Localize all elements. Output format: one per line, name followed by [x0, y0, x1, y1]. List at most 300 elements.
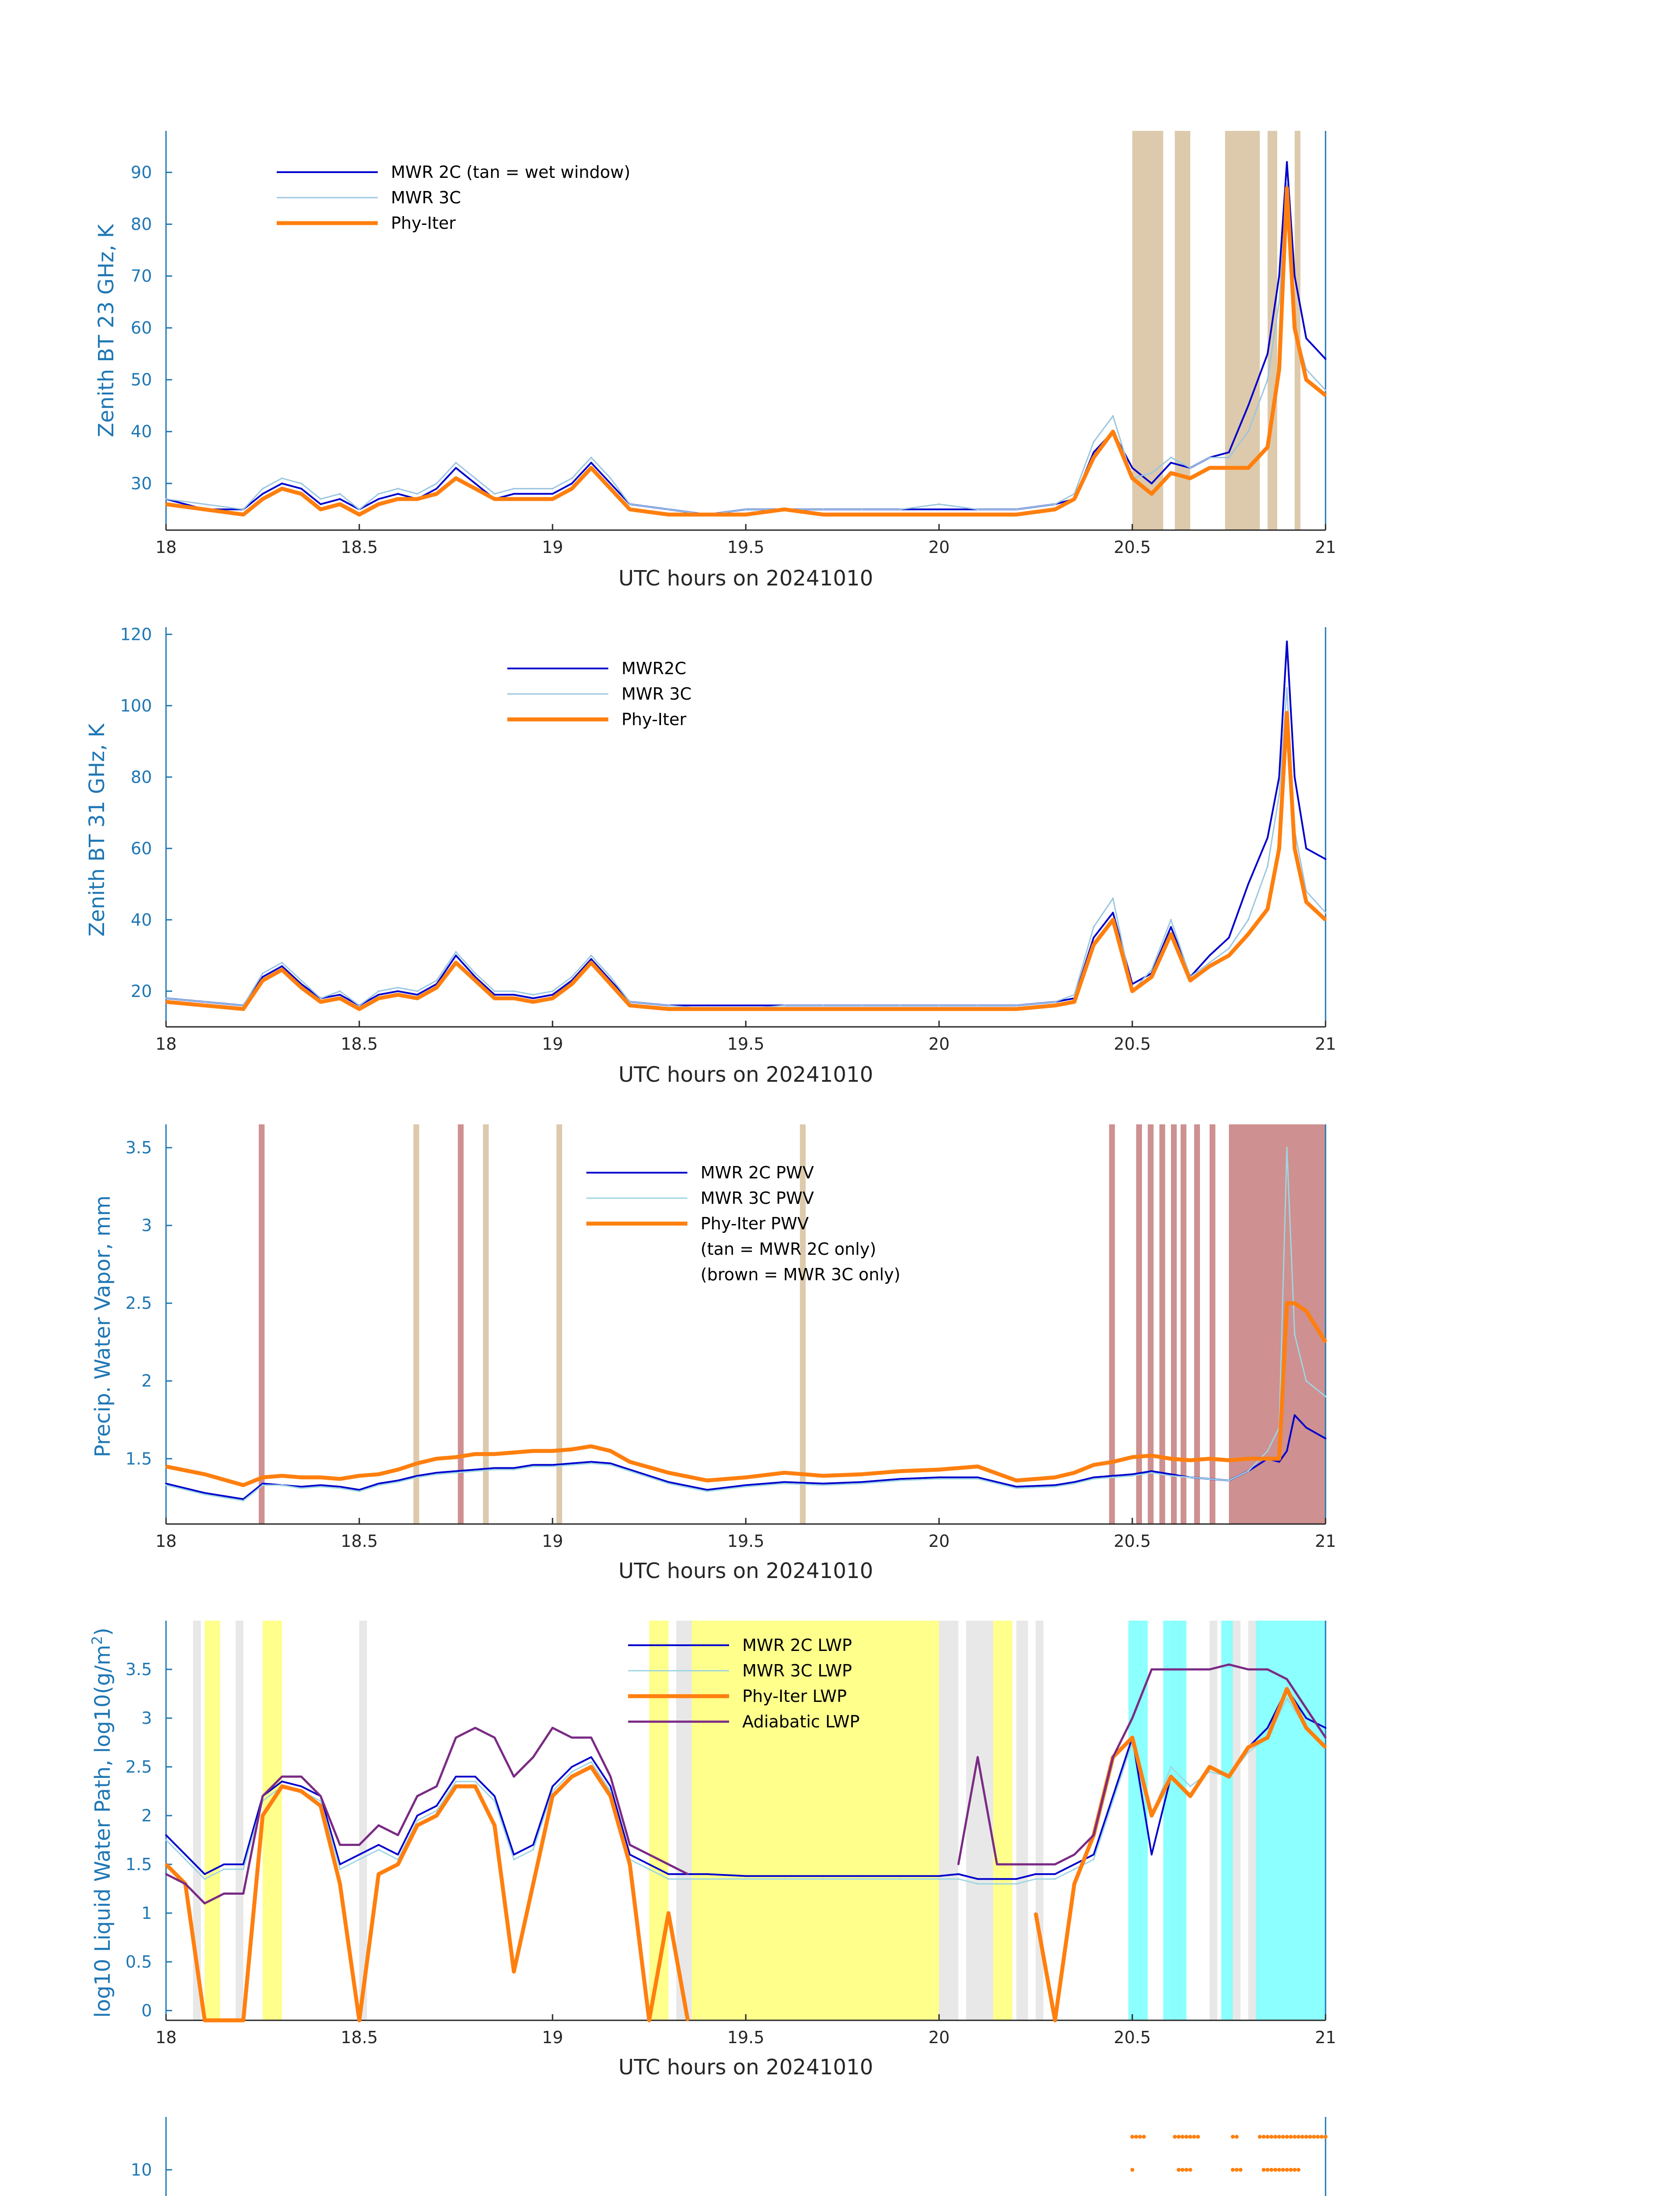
data-point	[1228, 1664, 1230, 1665]
data-point	[281, 1475, 283, 1477]
data-point	[610, 1776, 611, 1777]
data-point	[1054, 2019, 1056, 2021]
data-point	[687, 1873, 689, 1875]
data-point	[1189, 1477, 1191, 1478]
data-point	[745, 509, 747, 510]
dq-flag-point	[1289, 2135, 1293, 2139]
data-point	[745, 1878, 747, 1880]
data-point	[1189, 1459, 1191, 1461]
data-point	[165, 1839, 167, 1841]
data-point	[552, 498, 553, 500]
shaded-window	[1163, 1621, 1186, 2020]
x-tick-label: 19	[542, 2028, 564, 2047]
shaded-window	[1148, 1124, 1153, 1524]
data-point	[1286, 1147, 1288, 1149]
data-point	[1170, 457, 1172, 459]
data-point	[436, 488, 437, 490]
data-point	[242, 1008, 244, 1010]
data-point	[1151, 483, 1153, 484]
data-point	[513, 493, 515, 495]
data-point	[474, 972, 476, 974]
data-point	[320, 1486, 322, 1488]
data-point	[1325, 1396, 1326, 1398]
data-point	[494, 997, 495, 999]
data-point	[648, 1854, 650, 1856]
data-point	[610, 477, 611, 479]
data-point	[1228, 1776, 1230, 1777]
x-tick-label: 19.5	[727, 538, 765, 557]
panel-3-xlabel: UTC hours on 20241010	[618, 1559, 873, 1583]
data-point	[378, 990, 379, 992]
data-point	[938, 514, 940, 516]
data-point	[397, 1834, 399, 1836]
data-point	[474, 979, 476, 981]
data-point	[1294, 1302, 1296, 1304]
data-point	[900, 1480, 901, 1481]
data-point	[938, 1875, 940, 1877]
x-tick-label: 21	[1315, 538, 1337, 557]
data-point	[455, 467, 457, 469]
dq-flag-point	[1173, 2135, 1177, 2139]
data-point	[1170, 919, 1172, 921]
data-point	[1294, 848, 1296, 849]
data-point	[1073, 498, 1075, 500]
data-point	[1112, 898, 1114, 899]
data-point	[262, 1484, 264, 1486]
x-tick-label: 20.5	[1113, 538, 1151, 557]
shaded-window	[1210, 1124, 1215, 1524]
data-point	[513, 498, 515, 500]
data-point	[590, 958, 592, 960]
data-point	[571, 983, 573, 985]
y-tick-label: 70	[130, 266, 152, 286]
data-point	[320, 1795, 322, 1797]
panel-pwv	[126, 1124, 1337, 1551]
y-tick-label: 0.5	[125, 1952, 152, 1972]
data-point	[436, 979, 437, 981]
series-line	[166, 688, 1326, 1009]
x-tick-label: 18.5	[340, 1531, 378, 1551]
data-point	[1151, 1472, 1153, 1474]
shaded-window	[1132, 131, 1163, 530]
data-point	[397, 1854, 399, 1856]
data-point	[300, 1486, 302, 1488]
data-point	[281, 965, 283, 967]
data-point	[320, 1805, 322, 1807]
data-point	[1286, 687, 1288, 689]
data-point	[397, 990, 399, 992]
data-point	[474, 1776, 476, 1777]
data-point	[1325, 1438, 1326, 1439]
data-point	[1286, 712, 1288, 714]
data-point	[262, 493, 264, 495]
x-tick-label: 20	[928, 2028, 950, 2047]
data-point	[320, 498, 322, 500]
data-point	[494, 1824, 495, 1826]
data-point	[900, 1875, 901, 1877]
data-point	[1267, 1450, 1268, 1452]
data-point	[1325, 1747, 1326, 1748]
dq-flag-point	[1235, 2168, 1239, 2172]
y-tick-label: 50	[130, 370, 152, 390]
data-point	[300, 1477, 302, 1478]
legend-label: MWR 2C PWV	[701, 1163, 814, 1182]
data-point	[552, 488, 553, 490]
data-point	[822, 509, 824, 510]
data-point	[938, 509, 940, 510]
data-point	[378, 997, 379, 999]
panel-2-ylabel: Zenith BT 31 GHz, K	[85, 723, 109, 937]
data-point	[281, 477, 283, 479]
shaded-window	[263, 1621, 282, 2020]
data-point	[590, 1766, 592, 1768]
data-point	[590, 962, 592, 964]
data-point	[513, 997, 515, 999]
y-tick-label: 2.5	[125, 1757, 152, 1777]
data-point	[977, 1878, 979, 1880]
data-point	[474, 1470, 476, 1472]
data-point	[532, 1464, 534, 1466]
y-tick-label: 2	[141, 1371, 152, 1391]
data-point	[1209, 1458, 1210, 1459]
dq-flag-point	[1293, 2135, 1297, 2139]
data-point	[184, 1859, 186, 1860]
data-point	[262, 1815, 264, 1817]
data-point	[320, 1477, 322, 1478]
data-point	[397, 987, 399, 989]
data-point	[532, 488, 534, 490]
data-point	[165, 1001, 167, 1003]
data-point	[1054, 1873, 1056, 1875]
data-point	[1228, 937, 1230, 939]
x-tick-label: 20	[928, 1034, 950, 1054]
dq-flag-point	[1312, 2135, 1316, 2139]
data-point	[378, 498, 379, 500]
data-point	[262, 976, 264, 978]
data-point	[629, 1470, 631, 1472]
data-point	[455, 1737, 457, 1738]
dq-flag-point	[1308, 2135, 1312, 2139]
data-point	[455, 1472, 457, 1474]
data-point	[242, 509, 244, 510]
dq-flag-point	[1177, 2168, 1181, 2172]
data-point	[223, 2019, 225, 2021]
data-point	[165, 503, 167, 505]
dq-flag-point	[1320, 2135, 1324, 2139]
data-point	[1278, 275, 1280, 277]
data-point	[532, 1450, 534, 1452]
data-point	[281, 1781, 283, 1782]
data-point	[938, 1477, 940, 1478]
data-point	[668, 1912, 669, 1914]
x-tick-label: 18	[155, 1034, 177, 1054]
data-point	[1325, 358, 1326, 360]
data-point	[165, 1483, 167, 1484]
data-point	[1209, 457, 1210, 459]
data-point	[571, 1776, 573, 1777]
data-point	[397, 1864, 399, 1865]
data-point	[1073, 1483, 1075, 1484]
data-point	[745, 514, 747, 516]
data-point	[668, 1481, 669, 1483]
data-point	[300, 1785, 302, 1787]
data-point	[1294, 327, 1296, 329]
y-tick-label: 2.5	[125, 1293, 152, 1313]
data-point	[1209, 1766, 1210, 1768]
data-point	[494, 1737, 495, 1738]
data-point	[900, 1004, 901, 1006]
data-point	[1131, 467, 1133, 469]
x-tick-label: 20	[928, 1531, 950, 1551]
data-point	[1015, 1004, 1017, 1006]
data-point	[706, 1873, 708, 1875]
data-point	[300, 1790, 302, 1792]
data-point	[861, 1481, 863, 1483]
data-point	[339, 1868, 341, 1870]
data-point	[358, 1859, 360, 1860]
data-point	[242, 1500, 244, 1502]
data-point	[1189, 1669, 1191, 1670]
legend-label: MWR 3C	[621, 684, 692, 704]
dq-flag-point	[1181, 2135, 1185, 2139]
dq-flag-point	[1277, 2135, 1281, 2139]
data-point	[1170, 1474, 1172, 1475]
data-point	[1112, 912, 1114, 914]
data-point	[1228, 1480, 1230, 1481]
data-point	[1305, 1310, 1307, 1312]
data-point	[900, 1470, 901, 1472]
data-point	[1294, 1414, 1296, 1416]
data-point	[358, 2019, 360, 2021]
x-tick-label: 18.5	[340, 538, 378, 557]
data-point	[861, 1878, 863, 1880]
panel-lwp	[126, 1621, 1337, 2047]
data-point	[339, 1844, 341, 1846]
data-point	[300, 987, 302, 989]
data-point	[1093, 1478, 1095, 1480]
x-tick-label: 19.5	[727, 1531, 765, 1551]
data-point	[1286, 1302, 1288, 1304]
dq-flag-point	[1262, 2135, 1266, 2139]
data-point	[1112, 415, 1114, 417]
data-point	[938, 1878, 940, 1880]
y-tick-label: 10	[130, 2160, 152, 2180]
data-point	[358, 1491, 360, 1492]
data-point	[687, 2019, 689, 2021]
legend-label: (tan = MWR 2C only)	[701, 1239, 876, 1259]
data-point	[552, 1727, 553, 1729]
panel-zenith-bt-23ghz	[131, 131, 1337, 557]
data-point	[494, 1453, 495, 1455]
data-point	[416, 498, 418, 500]
data-point	[339, 990, 341, 992]
data-point	[532, 1883, 534, 1885]
data-point	[1151, 969, 1153, 971]
data-point	[1247, 1470, 1249, 1472]
data-point	[494, 1469, 495, 1470]
data-point	[590, 1756, 592, 1758]
data-point	[416, 1815, 418, 1817]
data-point	[977, 1756, 979, 1758]
data-point	[668, 514, 669, 516]
data-point	[1112, 1756, 1114, 1758]
data-point	[861, 1474, 863, 1475]
data-point	[610, 1450, 611, 1452]
data-point	[1073, 1481, 1075, 1483]
data-point	[1112, 1795, 1114, 1797]
data-point	[300, 1488, 302, 1489]
dq-flag-point	[1177, 2135, 1181, 2139]
y-tick-label: 3	[141, 1216, 152, 1235]
data-point	[300, 488, 302, 490]
data-point	[204, 2019, 206, 2021]
data-point	[552, 1790, 553, 1792]
data-point	[629, 1864, 631, 1865]
data-point	[706, 514, 708, 516]
data-point	[513, 1859, 515, 1860]
data-point	[165, 997, 167, 999]
data-point	[977, 1478, 979, 1480]
data-point	[416, 1475, 418, 1477]
data-point	[204, 1873, 206, 1875]
data-point	[1228, 1459, 1230, 1461]
data-point	[900, 509, 901, 510]
data-point	[300, 979, 302, 981]
data-point	[1170, 926, 1172, 928]
dq-flag-point	[1281, 2135, 1285, 2139]
data-point	[436, 1805, 437, 1807]
shaded-window	[993, 1621, 1012, 2020]
data-point	[1093, 1464, 1095, 1466]
data-point	[532, 997, 534, 999]
x-tick-label: 18	[155, 1531, 177, 1551]
dq-flag-point	[1196, 2135, 1200, 2139]
data-point	[1305, 1380, 1307, 1382]
data-point	[1151, 1455, 1153, 1456]
data-point	[938, 1469, 940, 1470]
data-point	[1209, 1478, 1210, 1480]
shaded-window	[235, 1621, 243, 2020]
data-point	[358, 1854, 360, 1856]
data-point	[1035, 1912, 1037, 1914]
data-point	[996, 1864, 998, 1865]
data-point	[532, 1756, 534, 1758]
data-point	[436, 987, 437, 989]
data-point	[494, 1795, 495, 1797]
dq-flag-point	[1297, 2168, 1301, 2172]
data-point	[784, 1481, 785, 1483]
data-point	[1015, 1008, 1017, 1010]
data-point	[610, 1795, 611, 1797]
data-point	[1035, 1873, 1037, 1875]
x-tick-label: 18	[155, 538, 177, 557]
data-point	[204, 503, 206, 505]
x-tick-label: 21	[1315, 1034, 1337, 1054]
data-point	[416, 997, 418, 999]
shaded-window	[692, 1621, 939, 2020]
data-point	[1151, 1470, 1153, 1472]
data-point	[1209, 1669, 1210, 1670]
data-point	[571, 1737, 573, 1738]
data-point	[1015, 1486, 1017, 1488]
data-point	[1286, 1698, 1288, 1700]
data-point	[416, 1820, 418, 1821]
data-point	[281, 488, 283, 490]
data-point	[1093, 1854, 1095, 1856]
data-point	[281, 962, 283, 964]
data-point	[378, 503, 379, 505]
data-point	[262, 1483, 264, 1484]
data-point	[1170, 1475, 1172, 1477]
data-point	[1015, 1864, 1017, 1865]
data-point	[184, 1854, 186, 1856]
data-point	[822, 1008, 824, 1010]
data-point	[532, 493, 534, 495]
data-point	[900, 1008, 901, 1010]
data-point	[552, 994, 553, 996]
dq-flag-point	[1304, 2135, 1308, 2139]
dq-flag-point	[1266, 2135, 1270, 2139]
data-point	[1286, 161, 1288, 163]
data-point	[1131, 477, 1133, 479]
data-point	[532, 1001, 534, 1003]
data-point	[1278, 794, 1280, 796]
data-point	[320, 1001, 322, 1003]
data-point	[474, 1727, 476, 1729]
data-point	[590, 1463, 592, 1464]
data-point	[1325, 1737, 1326, 1738]
data-point	[1305, 1727, 1307, 1729]
data-point	[436, 483, 437, 484]
panel-1-ylabel: Zenith BT 23 GHz, K	[94, 224, 119, 437]
legend-label: Phy-Iter LWP	[742, 1687, 847, 1706]
data-point	[1209, 962, 1210, 964]
dq-flag-point	[1297, 2135, 1301, 2139]
data-point	[1151, 1815, 1153, 1817]
data-point	[1286, 1688, 1288, 1690]
data-point	[1054, 503, 1056, 505]
dq-flag-point	[1142, 2135, 1146, 2139]
data-point	[629, 1844, 631, 1846]
shaded-window	[1225, 131, 1260, 530]
data-point	[938, 503, 940, 505]
data-point	[977, 514, 979, 516]
data-point	[648, 1864, 650, 1865]
data-point	[1267, 1727, 1268, 1729]
data-point	[629, 503, 631, 505]
data-point	[571, 1464, 573, 1466]
data-point	[204, 1474, 206, 1475]
data-point	[455, 951, 457, 953]
data-point	[339, 1486, 341, 1488]
data-point	[784, 1472, 785, 1474]
dq-flag-point	[1192, 2135, 1196, 2139]
legend-label: MWR 2C (tan = wet window)	[391, 163, 631, 182]
data-point	[668, 1483, 669, 1484]
data-point	[455, 1470, 457, 1472]
data-point	[397, 1481, 399, 1483]
data-point	[165, 1484, 167, 1486]
data-point	[1131, 1474, 1133, 1475]
legend-label: (brown = MWR 3C only)	[701, 1265, 900, 1284]
panel-4-ylabel	[89, 1628, 115, 2018]
data-point	[1325, 858, 1326, 860]
data-point	[784, 1008, 785, 1010]
data-point	[822, 1875, 824, 1877]
data-point	[610, 488, 611, 490]
data-point	[590, 1737, 592, 1738]
shaded-window	[483, 1124, 489, 1524]
